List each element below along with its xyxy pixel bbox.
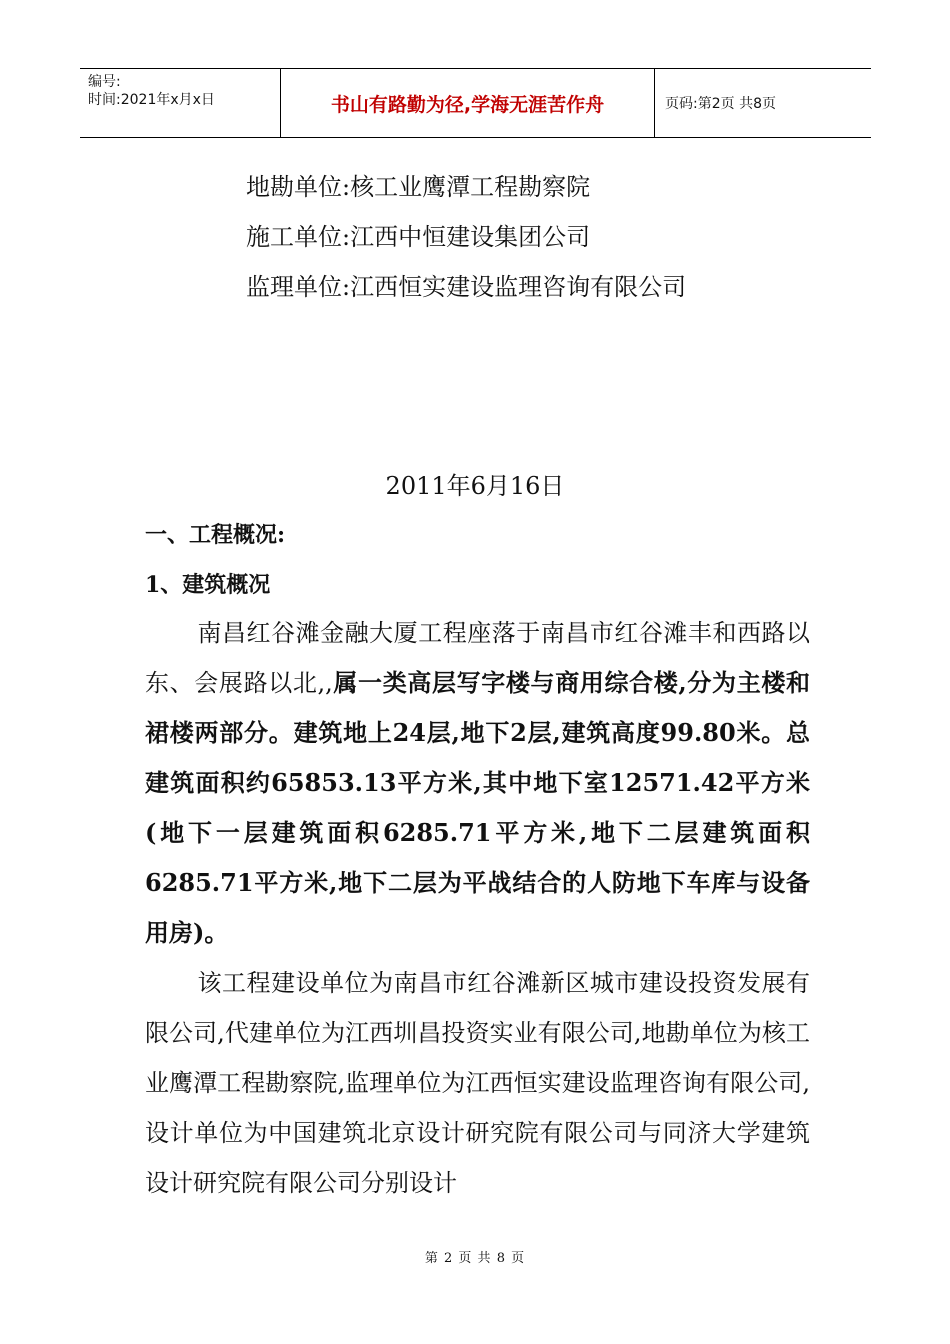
construction-unit: 施工单位:江西中恒建设集团公司: [246, 223, 591, 251]
time-label: 时间:2021年x月x日: [88, 92, 215, 108]
parties-text: 该工程建设单位为南昌市红谷滩新区城市建设投资发展有限公司,代建单位为江西圳昌投资实业有限公司,地勘单位为核工业鹰潭工程勘察院,监理单位为江西恒实建设监理咨询有限公司,设计单位为中国建筑北京设计研究院有限公司与同济大学建筑设计研究院有限公司分别设计: [145, 969, 810, 1197]
building-overview-paragraph: [145, 608, 810, 958]
document-header: [80, 68, 871, 138]
paragraph-normal-text: 南昌红谷滩金融大厦工程座落于南昌市红谷滩丰和西路以东、会展路以北,,: [145, 619, 810, 697]
header-motto: 书山有路勤为径,学海无涯苦作舟: [281, 69, 655, 137]
project-parties-paragraph: [145, 958, 810, 1208]
page-footer: 第 2 页 共 8 页: [424, 1251, 526, 1266]
paragraph-bold-text: 属一类高层写字楼与商用综合楼,分为主楼和裙楼两部分。建筑地上24层,地下2层,建筑高度99.80米。总建筑面积约65853.13平方米,其中地下室12571.42平方米(地下一层建筑面积6285.71平方米,地下二层建筑面积6285.71平方米,地下二层为平战结合的人防地下车库与设备用房)。: [145, 668, 810, 947]
number-label: 编号:: [88, 74, 121, 90]
supervision-unit: 监理单位:江西恒实建设监理咨询有限公司: [246, 273, 687, 301]
section-heading-building: 1、建筑概况: [145, 572, 271, 598]
document-date: 2011年6月16日: [385, 472, 565, 500]
header-page-info: 页码:第2页 共8页: [665, 96, 776, 112]
section-heading-overview: 一、工程概况:: [145, 522, 286, 548]
header-meta: [80, 69, 281, 137]
survey-unit: 地勘单位:核工业鹰潭工程勘察院: [246, 173, 591, 201]
